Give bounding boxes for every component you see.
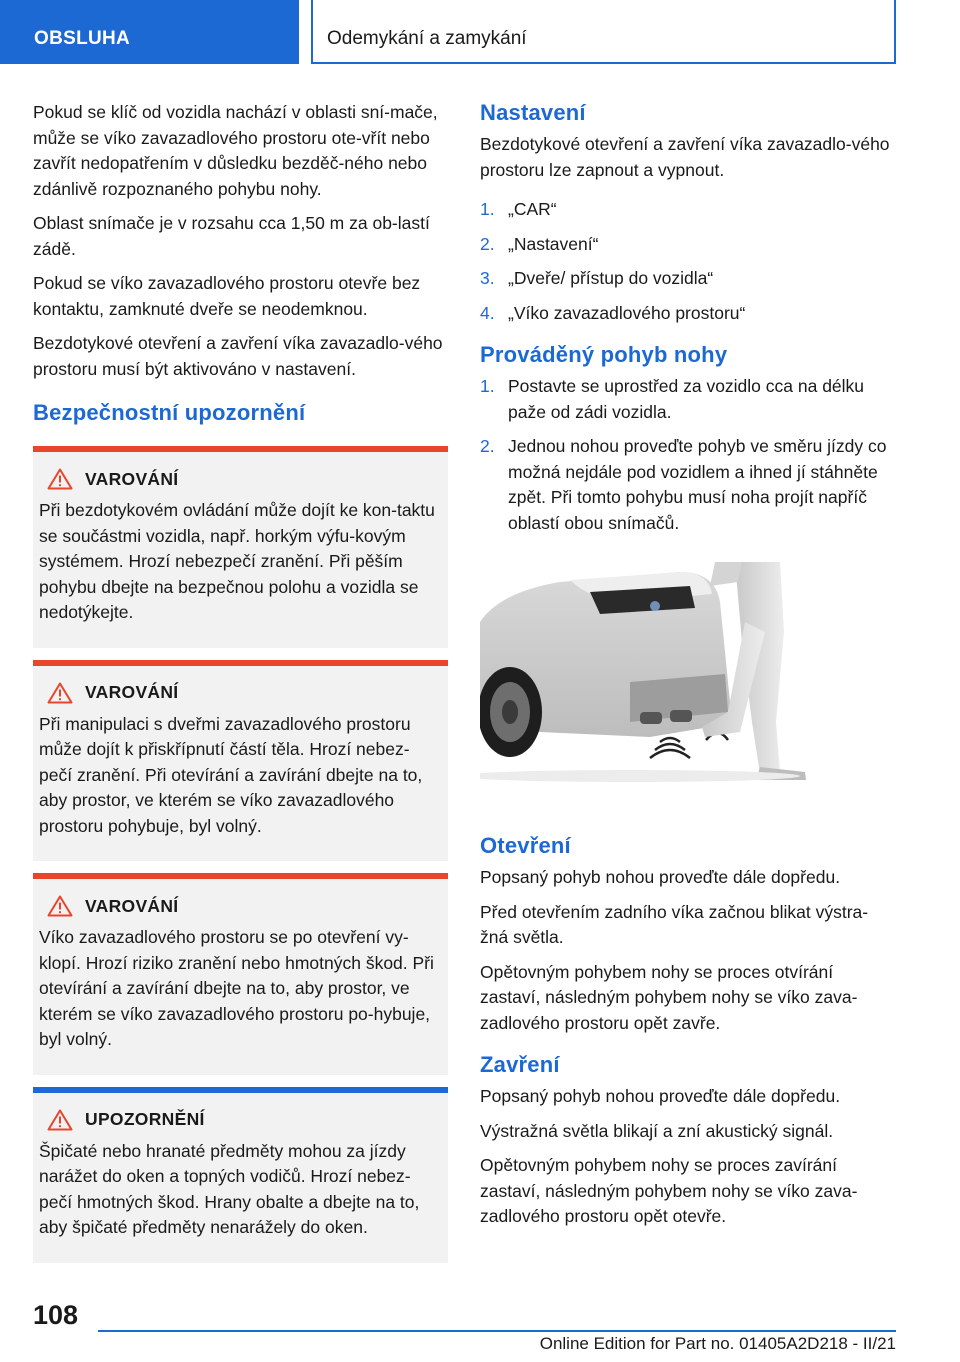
notice-text: Špičaté nebo hranaté předměty mohou za jízdy narážet do oken a topných vodičů. Hrozí nebez-pečí hmotných škod. Hrany obalte a dbejte na to, aby špičaté předměty nenarážely do oken.	[39, 1140, 420, 1237]
paragraph: Bezdotykové otevření a zavření víka zavazadlo-vého prostoru musí být aktivováno v nastavení.	[33, 333, 443, 379]
warning-box	[33, 446, 448, 648]
motion-steps	[480, 374, 896, 536]
chapter-title: Odemykání a zamykání	[327, 28, 527, 49]
warning-text: Při manipulaci s dveřmi zavazadlového prostoru může dojít k přiskřípnutí částí těla. Hrozí nebez-pečí zranění. Při otevírání a zavírání dbejte na to, aby prostor, ve kterém se víko zavazadlového prostoru pohybuje, byl volný.	[39, 713, 423, 836]
opening-heading: Otevření	[480, 833, 571, 858]
list-item	[480, 301, 896, 327]
paragraph: Popsaný pohyb nohou proveďte dále dopředu.	[480, 867, 841, 887]
notice-box	[33, 1087, 448, 1263]
step-text: „CAR“	[508, 199, 557, 219]
paragraph: Oblast snímače je v rozsahu cca 1,50 m za ob-lastí zádě.	[33, 213, 430, 259]
step-text: Postavte se uprostřed za vozidlo cca na délku paže od zádi vozidla.	[508, 376, 865, 422]
paragraph: Před otevřením zadního víka začnou blikat výstra-žná světla.	[480, 901, 869, 947]
notice-title: UPOZORNĚNÍ	[85, 1109, 205, 1129]
list-item	[480, 374, 896, 425]
section-tab	[0, 0, 299, 64]
step-text: „Dveře/ přístup do vozidla“	[508, 268, 714, 288]
paragraph: Bezdotykové otevření a zavření víka zavazadlo-vého prostoru lze zapnout a vypnout.	[480, 134, 890, 180]
paragraph: Výstražná světla blikají a zní akustický signál.	[480, 1120, 834, 1141]
foot-gesture-illustration	[480, 562, 816, 784]
list-item	[480, 232, 896, 258]
list-item	[480, 197, 896, 223]
left-column	[33, 100, 448, 1275]
settings-steps	[480, 197, 896, 326]
step-text: Jednou nohou proveďte pohyb ve směru jízdy co možná nejdále pod vozidlem a ihned jí stáhněte zpět. Při tomto pohybu musí noha projít napříč oblastí obou snímačů.	[508, 436, 887, 533]
footer-rule	[98, 1330, 896, 1332]
warning-text: Při bezdotykovém ovládání může dojít ke kon-taktu se součástmi vozidla, např. horkým výfu-kovým systémem. Hrozí nebezpečí zranění. Při pěším pohybu dbejte na bezpečnou polohu a vozidla se nedotýkejte.	[39, 500, 435, 622]
step-number: 2.	[480, 436, 495, 456]
warning-triangle-icon	[47, 895, 73, 917]
motion-heading: Prováděný pohyb nohy	[480, 342, 728, 367]
step-text: „Nastavení“	[508, 233, 599, 254]
page-number: 108	[33, 1300, 79, 1330]
warning-box	[33, 660, 448, 862]
step-number: 3.	[480, 268, 495, 288]
warning-box	[33, 873, 448, 1075]
safety-heading: Bezpečnostní upozornění	[33, 400, 306, 425]
warning-title: VAROVÁNÍ	[85, 682, 179, 702]
warning-text: Víko zavazadlového prostoru se po otevření vy-klopí. Hrozí riziko zranění nebo hmotných škod. Při otevírání a zavírání dbejte na to, aby prostor, ve kterém se víko zavazadlového prostoru po-hybuje, byl volný.	[39, 927, 434, 1049]
step-number: 2.	[480, 233, 495, 254]
paragraph: Popsaný pohyb nohou proveďte dále dopředu.	[480, 1086, 841, 1106]
paragraph: Opětovným pohybem nohy se proces otvírání zastaví, následným pohybem nohy se víko zava-zadlového prostoru opět zavře.	[480, 961, 858, 1033]
step-number: 4.	[480, 302, 495, 323]
step-number: 1.	[480, 199, 495, 219]
list-item	[480, 434, 896, 536]
right-column	[480, 100, 896, 1239]
settings-heading: Nastavení	[480, 100, 586, 125]
edition-note: Online Edition for Part no. 01405A2D218 - II/21	[539, 1334, 896, 1353]
warning-triangle-icon	[47, 468, 73, 490]
chapter-header	[311, 0, 896, 64]
paragraph: Pokud se víko zavazadlového prostoru otevře bez kontaktu, zamknuté dveře se neodemknou.	[33, 273, 421, 319]
step-number: 1.	[480, 376, 495, 396]
warning-title: VAROVÁNÍ	[85, 468, 179, 489]
closing-heading: Zavření	[480, 1052, 560, 1077]
paragraph: Pokud se klíč od vozidla nachází v oblasti sní-mače, může se víko zavazadlového prostoru ote-vřít nebo zavřít nedopatřením v důsledku bezděč-ného nebo zdánlivě rozpoznaného pohybu nohy.	[33, 102, 438, 199]
section-title: OBSLUHA	[34, 28, 131, 49]
step-text: „Víko zavazadlového prostoru“	[508, 302, 746, 323]
notice-triangle-icon	[47, 1109, 73, 1131]
warning-title: VAROVÁNÍ	[85, 895, 179, 916]
list-item	[480, 266, 896, 292]
paragraph: Opětovným pohybem nohy se proces zavírání zastaví, následným pohybem nohy se víko zava-zadlového prostoru opět otevře.	[480, 1155, 858, 1226]
warning-triangle-icon	[47, 682, 73, 704]
